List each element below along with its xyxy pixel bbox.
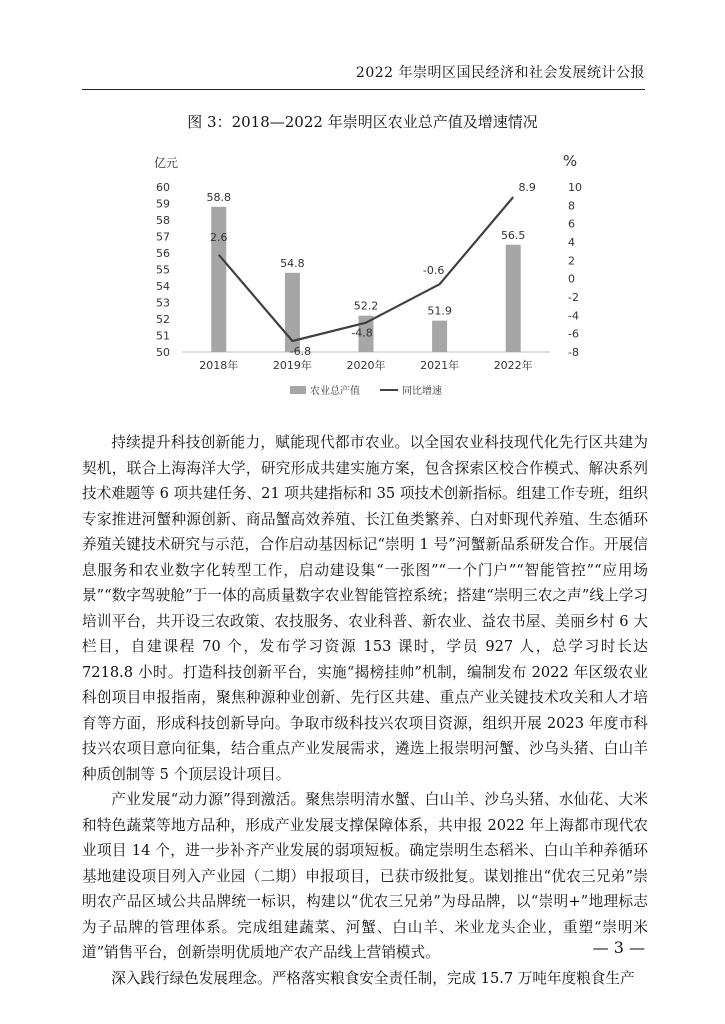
legend-label: 农业总产值: [310, 386, 360, 397]
y-right-tick-label: 8: [568, 199, 575, 213]
paragraph: 深入践行绿色发展理念。严格落实粮食安全责任制，完成 15.7 万吨年度粮食生产: [111, 969, 635, 987]
chart-container: [140, 138, 590, 400]
x-tick-label: 2018年: [199, 359, 239, 372]
y-right-tick-label: -8: [568, 346, 579, 359]
y-left-tick-label: 59: [156, 197, 170, 211]
paragraph: 持续提升科技创新能力，赋能现代都市农业。以全国农业科技现代化先行区共建为契机，联合上海海洋大学，研究形成共建实施方案，包含探索区校合作模式、解决系列技术难题等 6 项共建任务、21 项共建指标和 35 项技术创新指标。组建工作专班，组织专家推进河蟹种源创新、商品蟹高效养殖、长江鱼类繁养、白对虾现代养殖、生态循环养殖关键技术研究与示范，合作启动基因标记“崇明 1 号”河蟹新品系研发合作。开展信息服务和农业数字化转型工作，启动建设集“一张图”“一个门户”“智能管控”“应用场景”“数字驾驶舱”于一体的高质量数字农业智能管控系统；搭建“崇明三农之声”线上学习培训平台，共开设三农政策、农技服务、农业科普、新农业、益农书屋、美丽乡村 6 大栏目，自建课程 70 个，发布学习资源 153 课时，学员 927 人，总学习时长达 7218.8 小时。打造科技创新平台，实施“揭榜挂帅”机制，编制发布 2022 年区级农业科创项目申报指南，聚焦种源种业创新、先行区共建、重点产业关键技术攻关和人才培育等方面，形成科技创新导向。争取市级科技兴农项目资源，组织开展 2023 年度市科技兴农项目意向征集，结合重点产业发展需求，遴选上报崇明河蟹、沙乌头猪、白山羊种质创制等 5 个顶层设计项目。: [82, 434, 648, 783]
line-value-label: 2.6: [210, 230, 228, 244]
y-right-tick-label: 10: [568, 181, 582, 194]
y-right-tick-label: 0: [568, 272, 575, 286]
figure-caption: 图 3：2018—2022 年崇明区农业总产值及增速情况: [187, 113, 538, 131]
y-right-tick-label: -6: [568, 327, 579, 341]
y-left-tick-label: 51: [156, 329, 170, 343]
x-tick-label: 2019年: [272, 359, 312, 372]
legend-swatch-bar: [290, 386, 306, 394]
bar-value-label: 58.8: [206, 190, 232, 204]
x-tick-label: 2021年: [420, 359, 460, 372]
y-left-tick-label: 52: [156, 313, 170, 326]
y-left-tick-label: 58: [156, 214, 170, 227]
bar-value-label: 52.2: [353, 299, 379, 313]
y-left-tick-label: 54: [156, 280, 170, 293]
y-right-tick-label: 6: [568, 217, 575, 231]
bar: [211, 207, 226, 352]
document-header: 2022 年崇明区国民经济和社会发展统计公报: [355, 65, 645, 81]
body-text: [82, 430, 648, 991]
y-right-tick-label: 2: [568, 254, 575, 268]
y-right-tick-label: -2: [568, 291, 579, 304]
header-divider: [82, 89, 645, 90]
y-left-tick-label: 60: [156, 181, 170, 194]
x-tick-label: 2022年: [493, 359, 533, 372]
y-right-axis-title: %: [562, 152, 578, 170]
bar-value-label: 56.5: [500, 228, 526, 242]
y-left-tick-label: 57: [156, 230, 170, 244]
line-value-label: -4.8: [351, 326, 373, 340]
y-left-tick-label: 56: [156, 247, 170, 260]
bar-value-label: 51.9: [427, 304, 452, 318]
page-number: — 3 —: [592, 938, 645, 957]
bar-value-label: 54.8: [280, 256, 305, 270]
line-value-label: 8.9: [518, 181, 536, 195]
agri-output-chart: [140, 138, 590, 400]
x-tick-label: 2020年: [346, 359, 386, 372]
y-left-tick-label: 55: [156, 263, 170, 277]
bar: [432, 321, 447, 352]
legend-label: 同比增速: [402, 386, 442, 397]
y-left-axis-title: 亿元: [154, 156, 179, 170]
paragraph: 产业发展“动力源”得到激活。聚焦崇明清水蟹、白山羊、沙乌头猪、水仙花、大米和特色蔬菜等地方品种，形成产业发展支撑保障体系，共申报 2022 年上海都市现代农业项目 14 个，进一步补齐产业发展的弱项短板。确定崇明生态稻米、白山羊种养循环基地建设项目列入产业园（二期）申报项目，已获市级批复。谋划推出“优农三兄弟”崇明农产品区域公共品牌统一标识，构建以“优农三兄弟”为母品牌，以“崇明+”地理标志为子品牌的管理体系。完成组建蔬菜、河蟹、白山羊、米业龙头企业，重塑“崇明米道”销售平台，创新崇明优质地产农产品线上营销模式。: [82, 791, 648, 961]
y-right-tick-label: -4: [568, 309, 579, 323]
y-left-tick-label: 53: [156, 296, 170, 310]
y-left-tick-label: 50: [156, 346, 170, 359]
line-value-label: -6.8: [289, 345, 312, 358]
y-right-tick-label: 4: [568, 236, 575, 249]
bar: [506, 245, 521, 352]
line-value-label: -0.6: [422, 264, 445, 278]
